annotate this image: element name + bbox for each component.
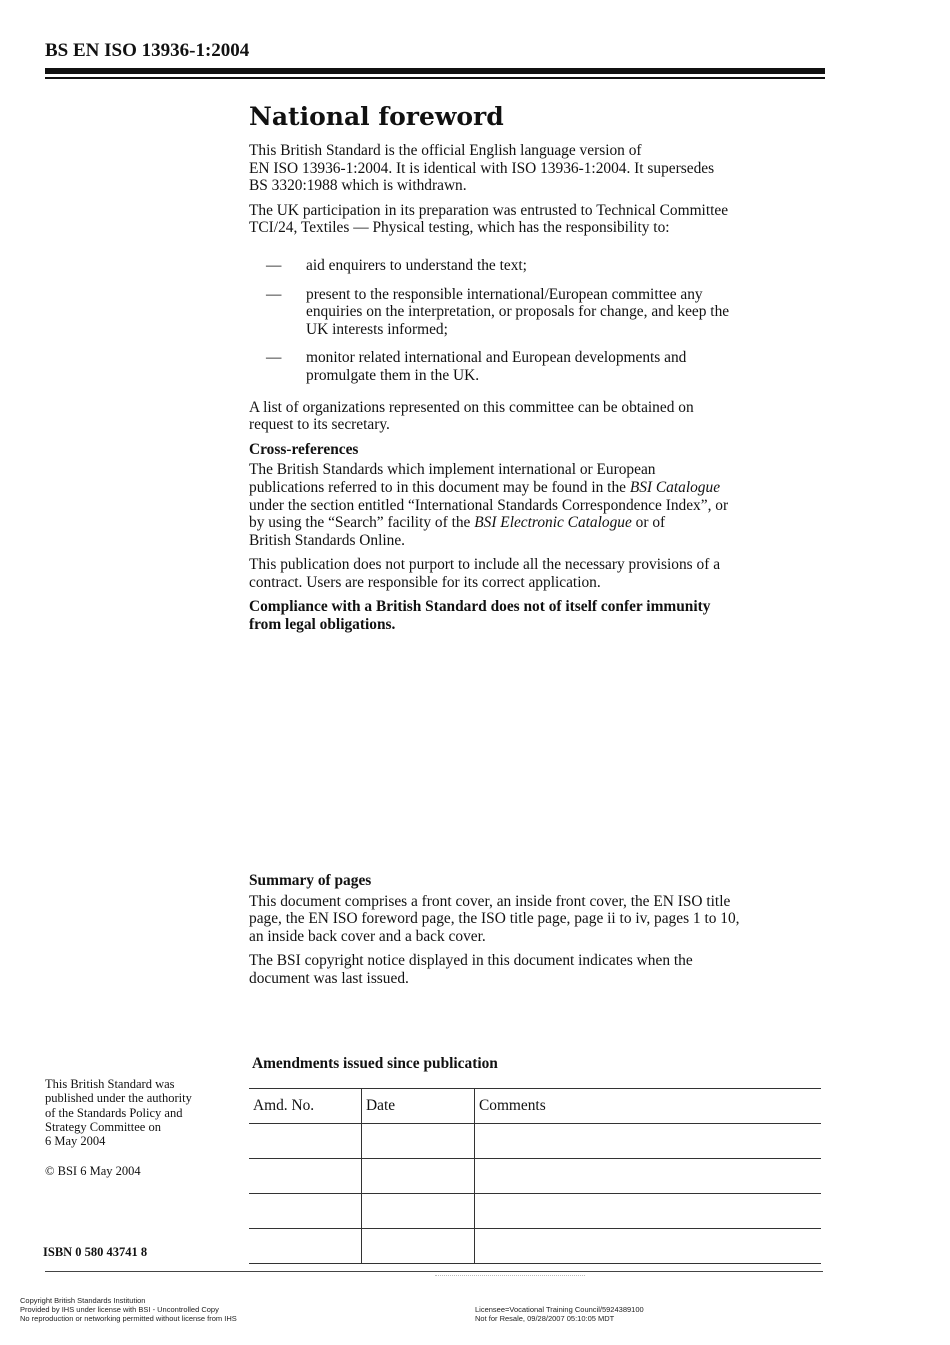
table-cell [249, 1124, 362, 1159]
national-foreword [249, 100, 829, 641]
crossref-line: publications referred to in this document may be found in the [249, 478, 630, 496]
publication-authority [45, 1077, 235, 1148]
responsibility-list [249, 257, 829, 385]
crossref-line: under the section entitled “International Standards Correspondence Index”, or [249, 496, 729, 514]
crossref-line: or of [631, 514, 666, 532]
copyright-notice-line: document was last issued. [249, 969, 409, 987]
publication-line: Strategy Committee on [45, 1119, 161, 1134]
table-cell [249, 1229, 362, 1264]
table-row [249, 1159, 821, 1194]
summary-line: an inside back cover and a back cover. [249, 927, 486, 945]
document-code: BS EN ISO 13936-1:2004 [45, 40, 250, 61]
summary-heading: Summary of pages [249, 872, 372, 889]
copyright-notice-paragraph [249, 952, 829, 987]
table-cell [475, 1159, 822, 1194]
column-header: Comments [475, 1089, 822, 1124]
list-item-text: present to the responsible international/European committee any [306, 285, 703, 303]
footer-line: No reproduction or networking permitted without license from IHS [20, 1314, 237, 1324]
table-cell [362, 1194, 475, 1229]
participation-line: The UK participation in its preparation was entrusted to Technical Committee [249, 201, 729, 219]
footer-line: Licensee=Vocational Training Council/5924389100 [475, 1305, 644, 1314]
column-header: Date [362, 1089, 475, 1124]
table-row [249, 1124, 821, 1159]
list-item [249, 257, 829, 275]
summary-of-pages [249, 872, 829, 995]
publication-info [45, 1077, 235, 1179]
list-item [249, 286, 829, 339]
list-item-text: aid enquirers to understand the text; [306, 256, 527, 274]
compliance-notice [249, 598, 829, 633]
dash-bullet: — [266, 285, 282, 303]
participation-line: TCI/24, Textiles — Physical testing, which has the responsibility to: [249, 219, 670, 237]
summary-line: This document comprises a front cover, an inside front cover, the EN ISO title [249, 892, 731, 910]
table-cell [362, 1159, 475, 1194]
list-item-text: promulgate them in the UK. [306, 366, 480, 384]
compliance-line: Compliance with a British Standard does not of itself confer immunity [249, 598, 711, 616]
purport-line: This publication does not purport to include all the necessary provisions of a [249, 556, 721, 574]
committee-list-paragraph [249, 399, 829, 434]
amendments-table [249, 1088, 821, 1264]
table-cell [475, 1194, 822, 1229]
amendments-title: Amendments issued since publication [252, 1055, 498, 1072]
license-footer-right [475, 1305, 644, 1323]
footer-line: Copyright British Standards Institution [20, 1296, 146, 1305]
purport-line: contract. Users are responsible for its correct application. [249, 573, 601, 591]
column-header: Amd. No. [249, 1089, 362, 1124]
footer-dotted-divider [435, 1275, 585, 1276]
participation-paragraph [249, 202, 829, 237]
compliance-line: from legal obligations. [249, 616, 396, 634]
dash-bullet: — [266, 349, 282, 367]
publication-line: 6 May 2004 [45, 1134, 106, 1149]
cross-references-heading: Cross-references [249, 440, 359, 458]
table-cell [249, 1194, 362, 1229]
header-rule-thick [45, 68, 825, 74]
table-cell [475, 1124, 822, 1159]
purport-paragraph [249, 556, 829, 591]
license-footer-left [20, 1296, 237, 1324]
table-row [249, 1194, 821, 1229]
footer-line: Provided by IHS under license with BSI - Uncontrolled Copy [20, 1305, 219, 1315]
intro-paragraph [249, 142, 829, 195]
crossref-line: by using the “Search” facility of the [249, 514, 475, 532]
table-cell [475, 1229, 822, 1264]
publication-line: published under the authority [45, 1091, 192, 1106]
copyright-notice-line: The BSI copyright notice displayed in this document indicates when the [249, 952, 693, 970]
publication-line: of the Standards Policy and [45, 1105, 183, 1120]
table-row [249, 1229, 821, 1264]
dash-bullet: — [266, 256, 282, 274]
footer-rule [45, 1271, 823, 1272]
list-item-text: enquiries on the interpretation, or proposals for change, and keep the [306, 303, 730, 321]
table-cell [362, 1124, 475, 1159]
table-header-row [249, 1089, 821, 1124]
intro-line: EN ISO 13936-1:2004. It is identical with ISO 13936-1:2004. It supersedes [249, 159, 715, 177]
table-cell [362, 1229, 475, 1264]
summary-line: page, the EN ISO foreword page, the ISO title page, page ii to iv, pages 1 to 10, [249, 910, 740, 928]
publication-line: This British Standard was [45, 1077, 175, 1091]
intro-line: BS 3320:1988 which is withdrawn. [249, 177, 467, 195]
bsi-electronic-catalogue-ref: BSI Electronic Catalogue [474, 514, 632, 532]
list-item-text: monitor related international and European developments and [306, 349, 687, 367]
list-item [249, 349, 829, 384]
table-cell [249, 1159, 362, 1194]
crossref-line: British Standards Online. [249, 531, 406, 549]
committee-line: request to its secretary. [249, 416, 390, 434]
bsi-catalogue-ref: BSI Catalogue [629, 478, 721, 496]
page-title: National foreword [249, 102, 504, 131]
list-item-text: UK interests informed; [306, 320, 448, 338]
bsi-copyright: © BSI 6 May 2004 [45, 1164, 141, 1179]
footer-line: Not for Resale, 09/28/2007 05:10:05 MDT [475, 1314, 615, 1324]
crossref-line: The British Standards which implement international or European [249, 461, 656, 479]
isbn: ISBN 0 580 43741 8 [43, 1245, 148, 1259]
intro-line: This British Standard is the official English language version of [249, 142, 642, 159]
summary-paragraph [249, 893, 829, 946]
header-rule-thin [45, 77, 825, 79]
committee-line: A list of organizations represented on this committee can be obtained on [249, 398, 694, 416]
cross-references-paragraph [249, 461, 829, 549]
